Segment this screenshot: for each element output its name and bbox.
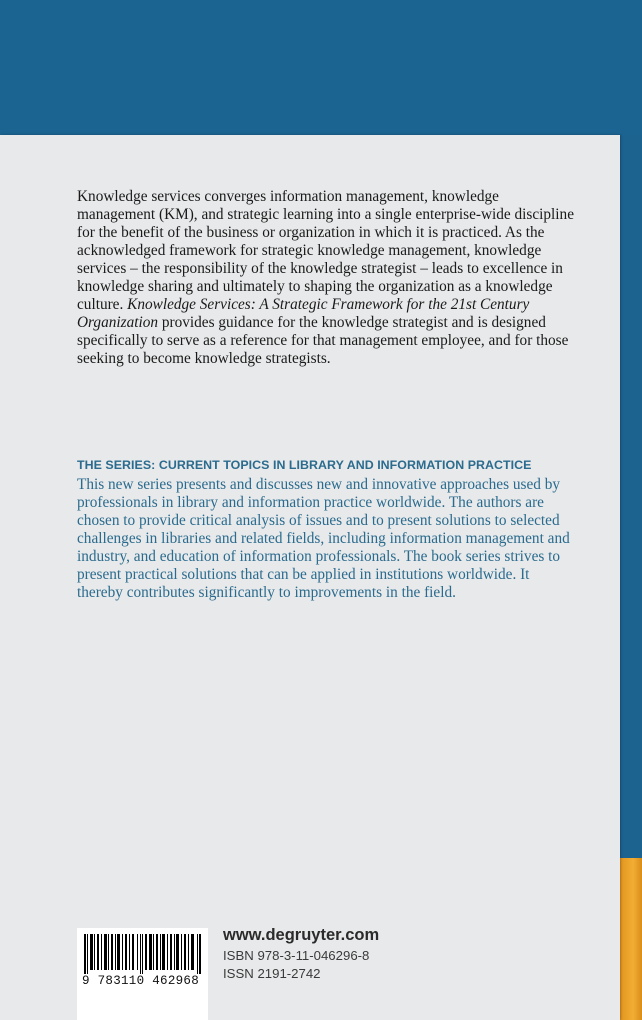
isbn-barcode	[77, 928, 208, 1020]
gold-spine-stripe	[620, 858, 642, 1020]
barcode-bars	[84, 934, 202, 974]
book-description	[77, 188, 577, 368]
barcode-digits: 9 783110 462968	[82, 974, 200, 988]
book-title-italic: Knowledge Services: A Strategic Framework for the 21st Century Organization	[77, 296, 530, 331]
series-description: This new series presents and discusses new and innovative approaches used by professionals in library and information practice worldwide. The authors are chosen to provide critical analysis of issues and to present solutions to selected challenges in libraries and related fields, including information management and industry, and education of information professionals. The book series strives to present practical solutions that can be applied in institutions worldwide. It thereby contributes significantly to improvements in the field.	[77, 476, 570, 601]
series-heading: THE SERIES: CURRENT TOPICS IN LIBRARY AND INFORMATION PRACTICE	[77, 458, 532, 472]
isbn-number: ISBN 978-3-11-046296-8	[223, 948, 370, 963]
top-blue-band	[0, 0, 642, 135]
publisher-website: www.degruyter.com	[223, 926, 380, 944]
description-text-end: provides guidance for the knowledge strategist and is designed specifically to serve as a reference for that management employee, and for those seeking to become knowledge strategists.	[77, 314, 569, 367]
description-text-start: Knowledge services converges information management, knowledge management (KM), and strategic learning into a single enterprise-wide discipline for the benefit of the business or organization in which it is practiced. As the acknowledged framework for strategic knowledge management, knowledge services – the responsibility of the knowledge strategist – leads to excellence in knowledge sharing and ultimately to shaping the organization as a knowledge culture.	[77, 188, 574, 313]
issn-number: ISSN 2191-2742	[223, 966, 321, 981]
